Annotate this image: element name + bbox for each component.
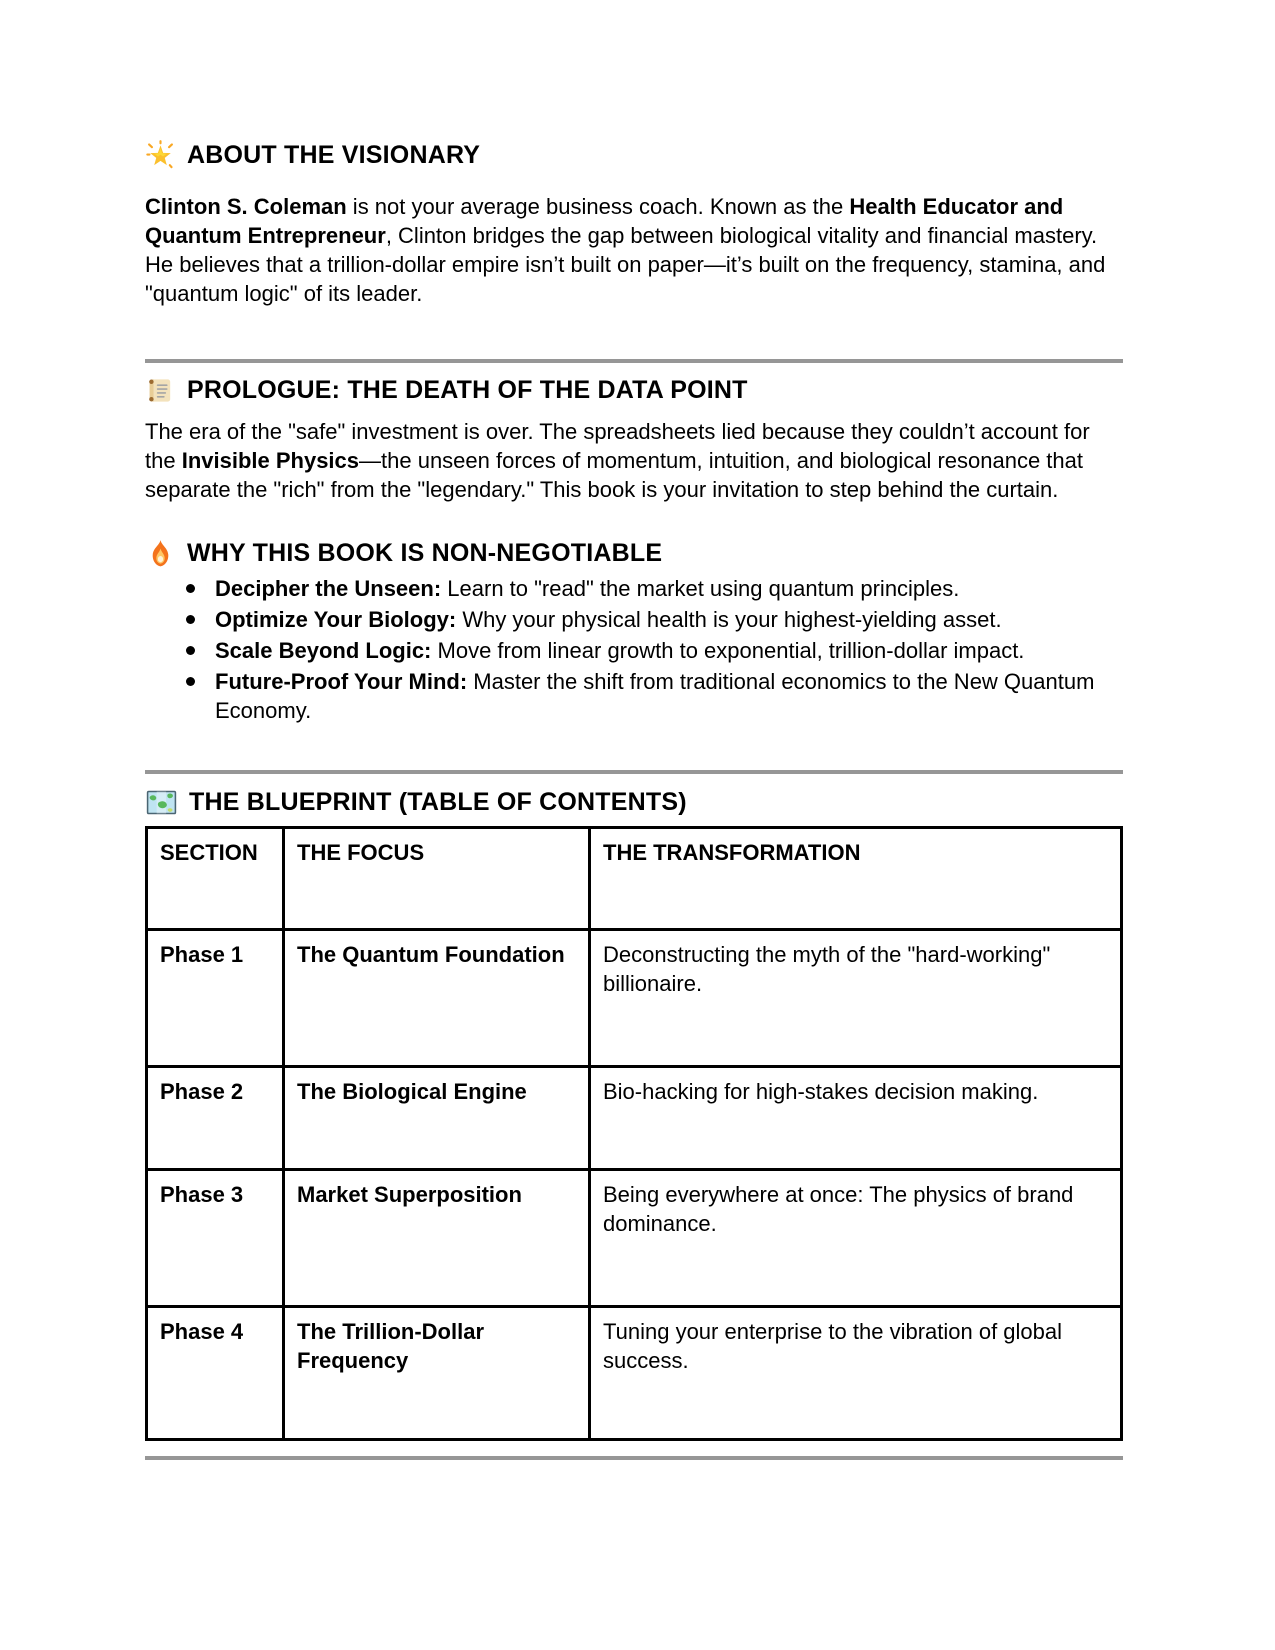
cell-transformation: Bio-hacking for high-stakes decision making. [590, 1067, 1122, 1170]
bullet-label: Decipher the Unseen: [215, 576, 442, 601]
cell-transformation: Being everywhere at once: The physics of brand dominance. [590, 1170, 1122, 1307]
why-heading [145, 536, 1123, 570]
column-header-section: SECTION [147, 828, 284, 930]
column-header-focus: THE FOCUS [284, 828, 590, 930]
bullet-text: Master the shift from traditional economics to the New Quantum Economy. [215, 669, 1095, 723]
list-item [145, 605, 1123, 634]
cell-section: Phase 3 [147, 1170, 284, 1307]
table-row [147, 1170, 1122, 1307]
table-row [147, 1307, 1122, 1440]
prologue-heading [145, 373, 1123, 407]
bullet-text: Learn to "read" the market using quantum principles. [441, 576, 960, 601]
glowing-star-icon [145, 140, 176, 171]
section-divider [145, 770, 1123, 774]
about-heading-text: ABOUT THE VISIONARY [187, 141, 481, 169]
table-row [147, 1067, 1122, 1170]
section-about [145, 138, 1123, 308]
blueprint-heading [145, 785, 1123, 819]
bullet-icon [186, 615, 195, 624]
about-paragraph: Clinton S. Coleman is not your average business coach. Known as the Health Educator and Quantum Entrepreneur, Clinton bridges the gap between biological vitality and financial mastery. He believes that a trillion-dollar empire isn’t built on paper—it’s built on the frequency, stamina, and "quantum logic" of its leader. [145, 194, 1106, 306]
bullet-label: Future-Proof Your Mind: [215, 669, 468, 694]
table-row [147, 930, 1122, 1067]
cell-focus: Market Superposition [284, 1170, 590, 1307]
cell-focus: The Quantum Foundation [284, 930, 590, 1067]
section-why [145, 536, 1123, 725]
list-item [145, 667, 1123, 725]
bullet-icon [186, 584, 195, 593]
cell-section: Phase 1 [147, 930, 284, 1067]
bullet-text: Move from linear growth to exponential, trillion-dollar impact. [431, 638, 1025, 663]
cell-transformation: Tuning your enterprise to the vibration of global success. [590, 1307, 1122, 1440]
cell-focus: The Trillion-Dollar Frequency [284, 1307, 590, 1440]
bullet-label: Scale Beyond Logic: [215, 638, 432, 663]
cell-section: Phase 2 [147, 1067, 284, 1170]
bullet-label: Optimize Your Biology: [215, 607, 457, 632]
section-blueprint [145, 785, 1123, 1441]
bullet-icon [186, 677, 195, 686]
why-heading-text: WHY THIS BOOK IS NON-NEGOTIABLE [187, 539, 663, 567]
cell-focus: The Biological Engine [284, 1067, 590, 1170]
cell-transformation: Deconstructing the myth of the "hard-working" billionaire. [590, 930, 1122, 1067]
list-item [145, 574, 1123, 603]
table-of-contents [145, 826, 1123, 1441]
section-divider [145, 359, 1123, 363]
blueprint-heading-text: THE BLUEPRINT (TABLE OF CONTENTS) [189, 788, 687, 816]
prologue-paragraph: The era of the "safe" investment is over. The spreadsheets lied because they couldn’t account for the Invisible Physics—the unseen forces of momentum, intuition, and biological resonance that separate the "rich" from the "legendary." This book is your invitation to step behind the curtain. [145, 419, 1090, 502]
prologue-heading-text: PROLOGUE: THE DEATH OF THE DATA POINT [187, 376, 748, 404]
list-item [145, 636, 1123, 665]
section-divider [145, 1456, 1123, 1460]
bullet-icon [186, 646, 195, 655]
column-header-transformation: THE TRANSFORMATION [590, 828, 1122, 930]
section-prologue [145, 373, 1123, 504]
why-bullet-list [145, 574, 1123, 725]
table-header-row [147, 828, 1122, 930]
scroll-icon [145, 375, 176, 406]
world-map-icon [145, 788, 178, 817]
fire-icon [145, 538, 176, 569]
bullet-text: Why your physical health is your highest-yielding asset. [456, 607, 1002, 632]
cell-section: Phase 4 [147, 1307, 284, 1440]
about-heading [145, 138, 1123, 172]
